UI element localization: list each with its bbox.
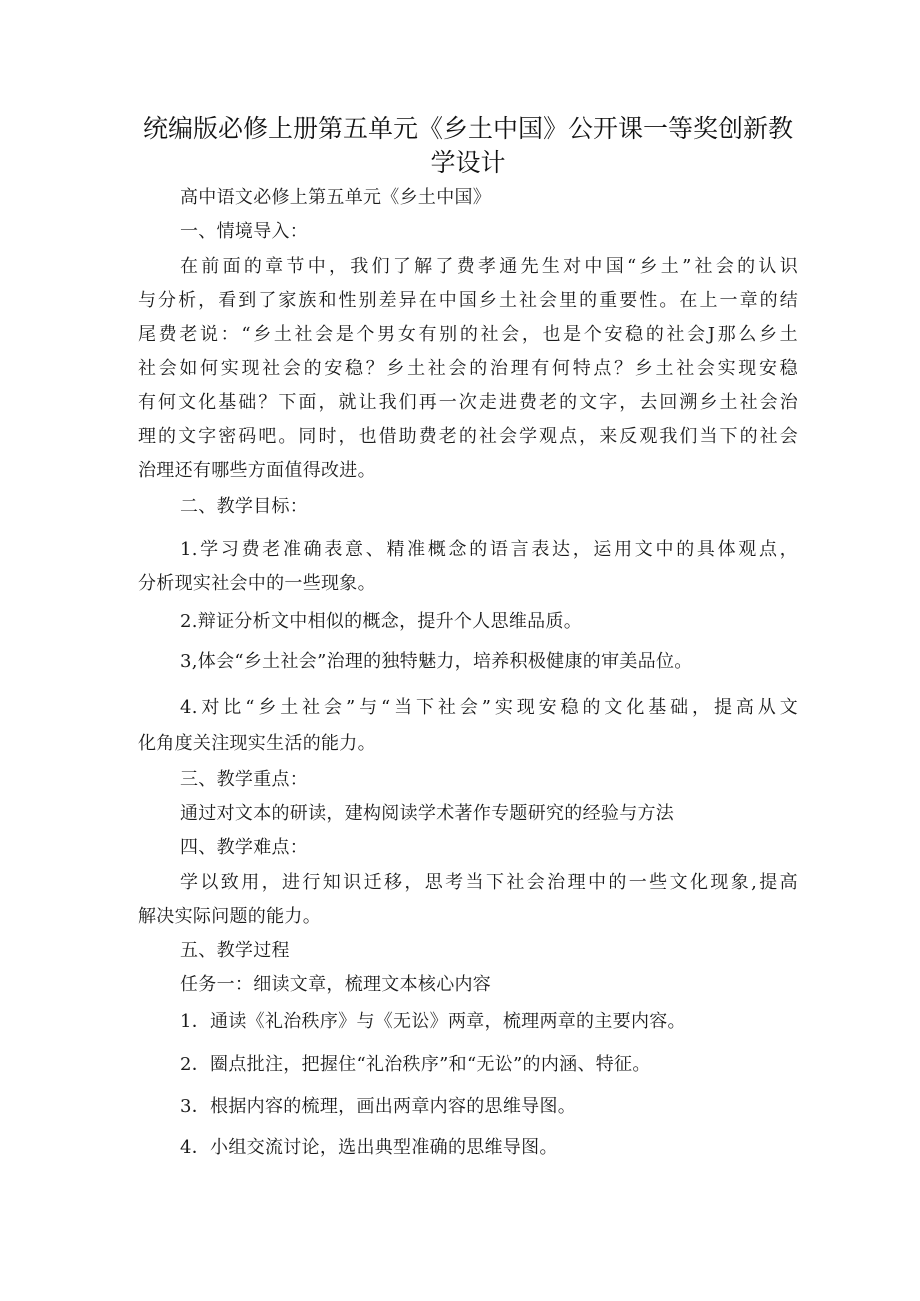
step-item: 1．通读《礼治秩序》与《无讼》两章，梳理两章的主要内容。	[180, 1011, 686, 1032]
paragraph-line: 理的文字密码吧。同时，也借助费老的社会学观点，来反观我们当下的社会	[138, 426, 798, 447]
section-heading-goals: 二、教学目标：	[180, 496, 309, 517]
paragraph-line: 与分析，看到了家族和性别差异在中国乡土社会里的重要性。在上一章的结	[138, 290, 798, 311]
subtitle: 高中语文必修上第五单元《乡土中国》	[180, 187, 492, 208]
difficulties-line-1: 学以致用，进行知识迁移，思考当下社会治理中的一些文化现象,提高	[180, 872, 798, 893]
goal-1-line-2: 分析现实社会中的一些现象。	[138, 573, 376, 594]
document-title-line-2: 学设计	[430, 148, 506, 177]
goal-1-line-1: 1.学习费老准确表意、精准概念的语言表达，运用文中的具体观点，	[180, 539, 798, 560]
section-heading-intro: 一、情境导入：	[180, 221, 309, 242]
step-item: 2．圈点批注，把握住“礼治秩序”和“无讼”的内涵、特征。	[180, 1054, 651, 1075]
document-title-line-1: 统编版必修上册第五单元《乡土中国》公开课一等奖创新教	[142, 114, 793, 143]
section-heading-process: 五、教学过程	[180, 940, 290, 961]
goal-3: 3,体会“乡土社会”治理的独特魅力，培养积极健康的审美品位。	[180, 651, 693, 672]
step-item: 3．根据内容的梳理，画出两章内容的思维导图。	[180, 1096, 577, 1117]
paragraph-line: 有何文化基础？下面，就让我们再一次走进费老的文字，去回溯乡土社会治	[138, 392, 798, 413]
paragraph-line: 治理还有哪些方面值得改进。	[138, 460, 376, 481]
goal-4-line-2: 化角度关注现实生活的能力。	[138, 733, 376, 754]
difficulties-line-2: 解决实际问题的能力。	[138, 906, 321, 927]
paragraph-line: 在前面的章节中，我们了解了费孝通先生对中国“乡土”社会的认识	[180, 256, 798, 277]
step-item: 4．小组交流讨论，选出典型准确的思维导图。	[180, 1137, 558, 1158]
task-1-heading: 任务一：细读文章，梳理文本核心内容	[180, 974, 492, 995]
section-heading-difficulties: 四、教学难点：	[180, 837, 309, 858]
section-heading-key-points: 三、教学重点：	[180, 769, 309, 790]
paragraph-line: 尾费老说：“乡土社会是个男女有别的社会，也是个安稳的社会J那么乡土	[138, 324, 798, 345]
paragraph-line: 社会如何实现社会的安稳？乡土社会的治理有何特点？乡土社会实现安稳	[138, 358, 798, 379]
goal-4-line-1: 4.对比“乡土社会”与“当下社会”实现安稳的文化基础，提高从文	[180, 697, 798, 718]
goal-2: 2.辩证分析文中相似的概念，提升个人思维品质。	[180, 611, 583, 632]
key-points-text: 通过对文本的研读，建构阅读学术著作专题研究的经验与方法	[180, 803, 675, 824]
